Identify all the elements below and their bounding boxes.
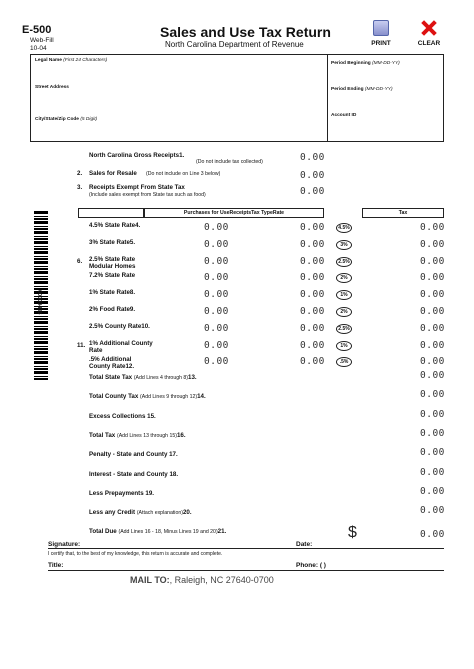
purchases-amount[interactable]: 0.00: [204, 272, 229, 284]
total-line-label: Excess Collections 15.: [89, 412, 156, 420]
tax-amount[interactable]: 0.00: [420, 272, 445, 284]
col-tax: Tax: [362, 208, 444, 218]
form-date: 10-04: [30, 45, 47, 52]
purchases-amount[interactable]: 0.00: [204, 222, 229, 233]
purchases-amount[interactable]: 0.00: [204, 289, 229, 301]
clear-button[interactable]: [412, 20, 446, 47]
total-line-label: Less Prepayments 19.: [89, 489, 155, 497]
period-beginning-field[interactable]: Period Beginning (MM-DD-YY): [331, 61, 400, 66]
clear-label: CLEAR: [417, 40, 441, 47]
form-web-label: Web-Fill: [30, 37, 54, 44]
page-title: Sales and Use Tax Return: [160, 24, 331, 40]
purchases-amount[interactable]: 0.00: [204, 322, 229, 334]
mail-to: MAIL TO:, Raleigh, NC 27640-0700: [130, 575, 274, 585]
title-label: Title:: [48, 562, 64, 569]
purchases-amount[interactable]: 0.00: [204, 238, 229, 250]
rate-line-label: 2% Food Rate9.: [89, 306, 136, 313]
total-line-label: Less any Credit (Attach explanation)20.: [89, 509, 192, 517]
title-line[interactable]: [48, 570, 444, 571]
line-2-label: Sales for Resale: [89, 170, 137, 177]
line-3-amount[interactable]: 0.00: [300, 186, 325, 197]
total-line-amount[interactable]: 0.00: [420, 485, 445, 497]
total-line-amount[interactable]: 0.00: [420, 389, 445, 401]
total-line-amount[interactable]: 0.00: [420, 370, 445, 381]
total-line-amount[interactable]: 0.00: [420, 466, 445, 478]
line-2-amount[interactable]: 0.00: [300, 170, 325, 181]
dollar-sign: $: [348, 524, 357, 541]
rate-line-label: 2.5% County Rate10.: [89, 322, 150, 330]
total-line-label: Total State Tax (Add Lines 4 through 8)13.: [89, 374, 197, 381]
rate-line-label: 7.2% State Rate: [89, 272, 136, 280]
close-icon: [421, 20, 437, 36]
total-line-amount[interactable]: 0.00: [420, 408, 445, 420]
rate-badge: .5%: [336, 357, 352, 367]
total-line-amount[interactable]: 0.00: [420, 427, 445, 439]
total-line-label: Total Tax (Add Lines 13 through 15)16.: [89, 431, 186, 439]
rate-badge: 1%: [336, 341, 352, 351]
line-21-amount[interactable]: 0.00: [420, 529, 445, 540]
page-subtitle: North Carolina Department of Revenue: [165, 40, 304, 49]
line-1-note: (Do not include tax collected): [196, 159, 263, 165]
total-line-amount[interactable]: 0.00: [420, 447, 445, 459]
certify-text: I certify that, to the best of my knowledge, this return is accurate and complete.: [48, 551, 223, 557]
rate-badge: 1%: [336, 290, 352, 300]
signature-line[interactable]: [48, 548, 444, 549]
printer-icon: [373, 20, 389, 36]
print-button[interactable]: [364, 20, 398, 47]
purchases-amount[interactable]: 0.00: [204, 356, 229, 368]
line-2-number: 2.: [77, 170, 83, 177]
total-line-label: Penalty - State and County 17.: [89, 451, 178, 459]
tax-amount[interactable]: 0.00: [420, 289, 445, 301]
total-line-label: Interest - State and County 18.: [89, 470, 179, 478]
rate-line-label: 3% State Rate5.: [89, 238, 136, 246]
line-21-label: Total Due (Add Lines 16 - 18, Minus Lines 19 and 20)21.: [89, 528, 227, 535]
purchases-amount[interactable]: 0.00: [204, 306, 229, 317]
col-blank: [78, 208, 144, 218]
receipts-amount[interactable]: 0.00: [300, 289, 325, 301]
tax-amount[interactable]: 0.00: [420, 356, 445, 368]
phone-label: Phone: ( ): [296, 562, 326, 569]
account-id-field[interactable]: Account ID: [331, 113, 357, 118]
receipts-amount[interactable]: 0.00: [300, 255, 325, 267]
receipts-amount[interactable]: 0.00: [300, 306, 325, 317]
line-3-number: 3.: [77, 184, 83, 191]
rate-line-label: 2.5% State Rate Modular Homes: [89, 255, 136, 270]
period-ending-field[interactable]: Period Ending (MM-DD-YY): [331, 87, 393, 92]
receipts-amount[interactable]: 0.00: [300, 272, 325, 284]
line-1-amount[interactable]: 0.00: [300, 152, 325, 163]
city-state-zip-field[interactable]: City/State/Zip Code (5 Digit): [35, 117, 98, 122]
rate-badge: 2.5%: [336, 324, 352, 334]
rate-badge: 2%: [336, 273, 352, 283]
print-label: PRINT: [371, 40, 391, 47]
tax-amount[interactable]: 0.00: [420, 322, 445, 334]
date-label: Date:: [296, 541, 313, 548]
rate-line-label: .5% Additional County Rate12.: [89, 356, 135, 371]
purchases-amount[interactable]: 0.00: [204, 255, 229, 267]
line-1-label: North Carolina Gross Receipts1.: [89, 152, 185, 159]
form-code: E-500: [22, 24, 52, 36]
tax-amount[interactable]: 0.00: [420, 339, 445, 351]
rate-line-number: 11.: [77, 341, 86, 349]
line-3-label: Receipts Exempt From State Tax: [89, 184, 185, 191]
total-line-amount[interactable]: 0.00: [420, 505, 445, 517]
legal-name-field[interactable]: Legal Name (First 24 Characters): [35, 58, 108, 63]
purchases-amount[interactable]: 0.00: [204, 339, 229, 351]
rate-badge: 4.5%: [336, 223, 352, 233]
rate-badge: 3%: [336, 240, 352, 250]
info-divider: [327, 55, 328, 141]
col-headers: Purchases for UseReceiptsTax TypeRate: [144, 208, 324, 218]
rate-line-label: 1% State Rate8.: [89, 289, 136, 297]
tax-amount[interactable]: 0.00: [420, 255, 445, 267]
receipts-amount[interactable]: 0.00: [300, 222, 325, 233]
receipts-amount[interactable]: 0.00: [300, 322, 325, 334]
street-address-field[interactable]: Street Address: [35, 85, 69, 90]
barcode-text: 00000405: [36, 290, 42, 315]
signature-label: Signature:: [48, 541, 81, 548]
rate-line-label: 1% Additional County Rate: [89, 339, 153, 354]
rate-badge: 2%: [336, 307, 352, 317]
taxpayer-info-box: [30, 54, 444, 142]
tax-amount[interactable]: 0.00: [420, 238, 445, 250]
line-2-note: (Do not include on Line 3 below): [146, 171, 221, 177]
rate-line-number: 6.: [77, 257, 83, 265]
receipts-amount[interactable]: 0.00: [300, 356, 325, 368]
receipts-amount[interactable]: 0.00: [300, 238, 325, 250]
rate-line-label: 4.5% State Rate4.: [89, 222, 141, 229]
receipts-amount[interactable]: 0.00: [300, 339, 325, 351]
rate-badge: 2.5%: [336, 257, 352, 267]
tax-amount[interactable]: 0.00: [420, 222, 445, 233]
total-line-label: Total County Tax (Add Lines 9 through 12)14.: [89, 393, 206, 401]
line-3-note: (Include sales exempt from State tax such as food): [89, 192, 206, 198]
tax-amount[interactable]: 0.00: [420, 306, 445, 317]
